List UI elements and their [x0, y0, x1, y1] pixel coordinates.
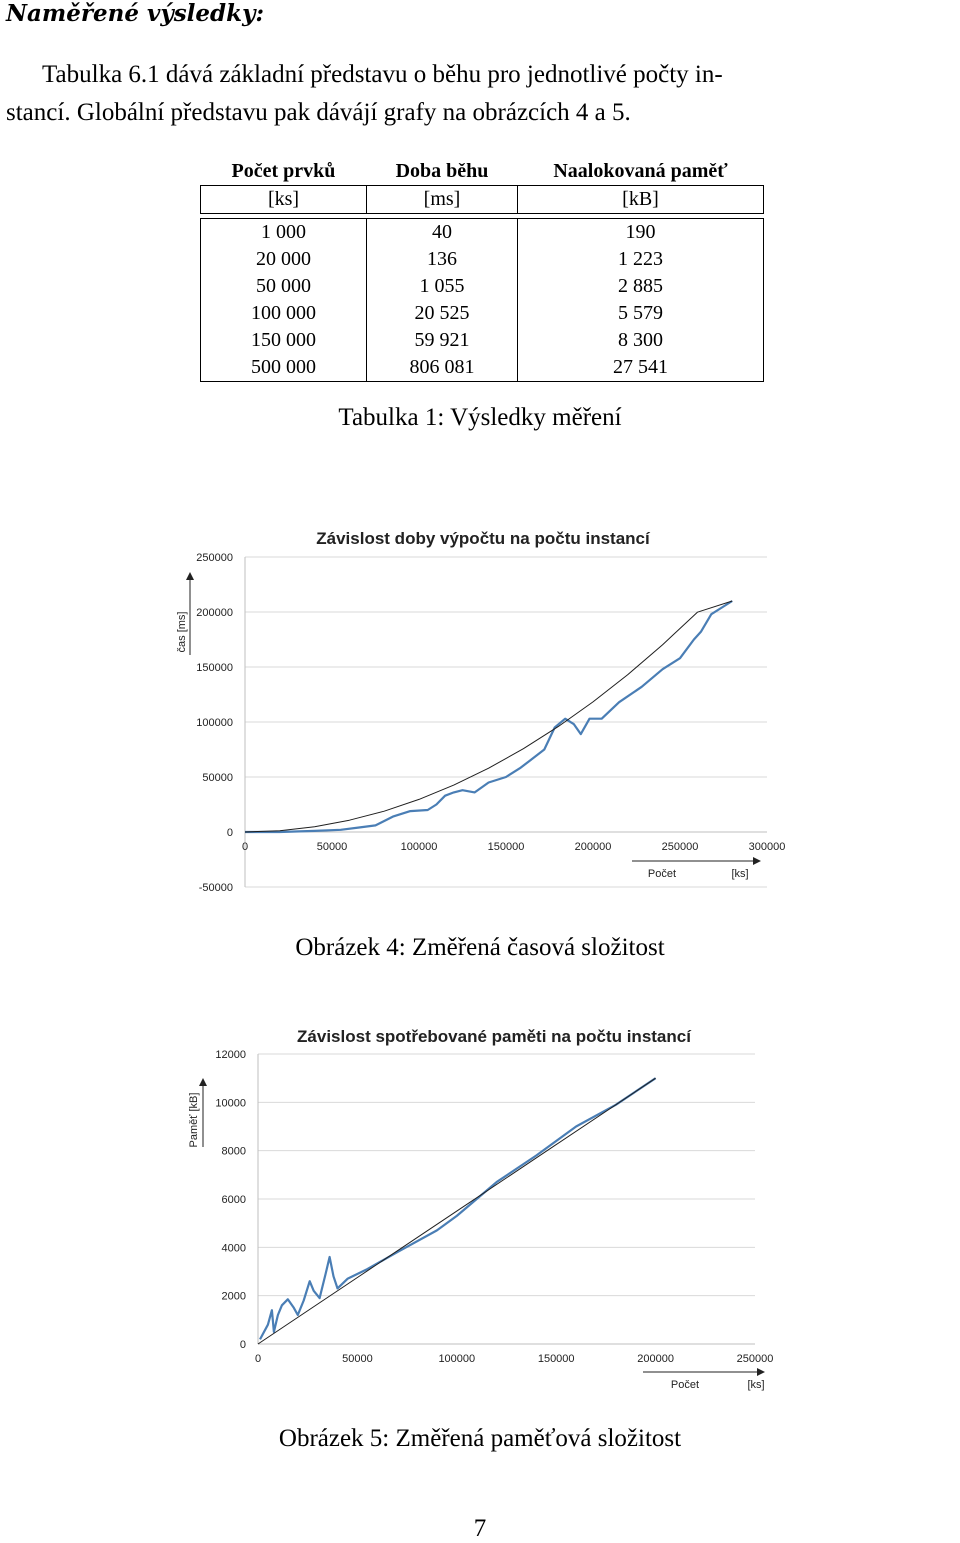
x-axis-unit: [ks] [747, 1379, 765, 1391]
y-tick-label: 50000 [202, 772, 233, 784]
x-tick-label: 150000 [537, 1353, 575, 1365]
cell-runtime: 20 525 [367, 300, 518, 327]
table-row [201, 246, 764, 273]
table-unit-row [201, 186, 764, 214]
chart-title: Závislost doby výpočtu na počtu instancí [316, 529, 650, 548]
cell-runtime: 806 081 [367, 354, 518, 382]
table-row [201, 300, 764, 327]
unit-memory: [kB] [518, 186, 764, 214]
intro-line-2: stancí. Globální představu pak dávájí grafy na obrázcích 4 a 5. [6, 99, 631, 126]
cell-runtime: 136 [367, 246, 518, 273]
intro-paragraph [6, 56, 954, 132]
y-tick-label: 12000 [215, 1049, 246, 1061]
x-axis-unit: [ks] [731, 868, 749, 880]
x-tick-label: 150000 [487, 841, 525, 853]
y-tick-label: 0 [226, 827, 233, 839]
table-caption: Tabulka 1: Výsledky měření [338, 404, 622, 431]
y-tick-label: 4000 [221, 1242, 246, 1255]
x-axis-label: Počet [670, 1379, 700, 1391]
x-tick-label: 50000 [316, 841, 348, 853]
header-runtime: Doba běhu [395, 159, 489, 182]
cell-count: 20 000 [201, 246, 367, 273]
x-tick-label: 0 [254, 1353, 262, 1365]
y-tick-label: 100000 [196, 717, 233, 729]
cell-runtime: 40 [367, 219, 518, 247]
x-tick-label: 200000 [637, 1353, 674, 1365]
y-tick-label: 200000 [196, 607, 233, 619]
results-table [200, 157, 764, 382]
cell-count: 100 000 [201, 300, 367, 327]
header-count: Počet prvků [231, 159, 336, 182]
y-axis-label: Paměť [kB] [188, 1092, 200, 1148]
runtime-chart [0, 515, 960, 900]
x-axis-arrow [632, 857, 761, 865]
y-tick-label: 250000 [196, 552, 233, 564]
cell-count: 50 000 [201, 273, 367, 300]
cell-memory: 5 579 [518, 300, 764, 327]
y-axis-arrow [199, 1078, 207, 1147]
y-tick-label: 8000 [221, 1145, 246, 1158]
table-header-row [201, 157, 764, 186]
cell-runtime: 59 921 [367, 327, 518, 354]
cell-memory: 1 223 [518, 246, 764, 273]
x-axis-label: Počet [647, 868, 677, 880]
x-tick-label: 300000 [748, 841, 786, 853]
x-tick-label: 200000 [574, 841, 612, 853]
table-row [201, 327, 764, 354]
figure4-caption: Obrázek 4: Změřená časová složitost [295, 934, 665, 961]
unit-count: [ks] [201, 186, 367, 214]
cell-memory: 8 300 [518, 327, 764, 354]
section-heading: Naměřené výsledky: [6, 0, 264, 27]
figure5-caption: Obrázek 5: Změřená paměťová složitost [278, 1425, 682, 1452]
x-tick-label: 50000 [342, 1353, 373, 1365]
chart-title: Závislost spotřebované paměti na počtu instancí [297, 1027, 691, 1046]
y-tick-label: 6000 [221, 1194, 246, 1206]
x-tick-label: 100000 [400, 841, 438, 853]
unit-runtime: [ms] [367, 186, 518, 214]
intro-line-1: Tabulka 6.1 dává základní představu o běhu pro jednotlivé počty in- [42, 61, 723, 88]
header-memory: Naalokovaná paměť [553, 159, 728, 182]
y-tick-label: 150000 [196, 662, 233, 674]
cell-count: 150 000 [201, 327, 367, 354]
x-tick-label: 250000 [661, 841, 699, 853]
y-tick-label: 2000 [221, 1290, 246, 1303]
y-tick-label: -50000 [198, 882, 233, 894]
x-tick-label: 100000 [438, 1353, 476, 1365]
y-axis-label: čas [ms] [176, 611, 188, 653]
series-line-measured [245, 601, 732, 832]
page-number: 7 [473, 1515, 487, 1542]
cell-count: 1 000 [201, 219, 367, 247]
table-row [201, 219, 764, 247]
x-tick-label: 0 [241, 841, 249, 853]
cell-memory: 190 [518, 219, 764, 247]
y-tick-label: 10000 [215, 1097, 246, 1110]
y-tick-label: 0 [239, 1339, 246, 1351]
cell-runtime: 1 055 [367, 273, 518, 300]
series-line-trend [258, 1078, 656, 1344]
cell-memory: 2 885 [518, 273, 764, 300]
table-row [201, 354, 764, 382]
memory-chart [0, 1015, 960, 1395]
x-tick-label: 250000 [736, 1353, 774, 1365]
series-line-trend [245, 601, 732, 832]
x-axis-arrow [643, 1368, 765, 1376]
table-row [201, 273, 764, 300]
cell-memory: 27 541 [518, 354, 764, 382]
cell-count: 500 000 [201, 354, 367, 382]
